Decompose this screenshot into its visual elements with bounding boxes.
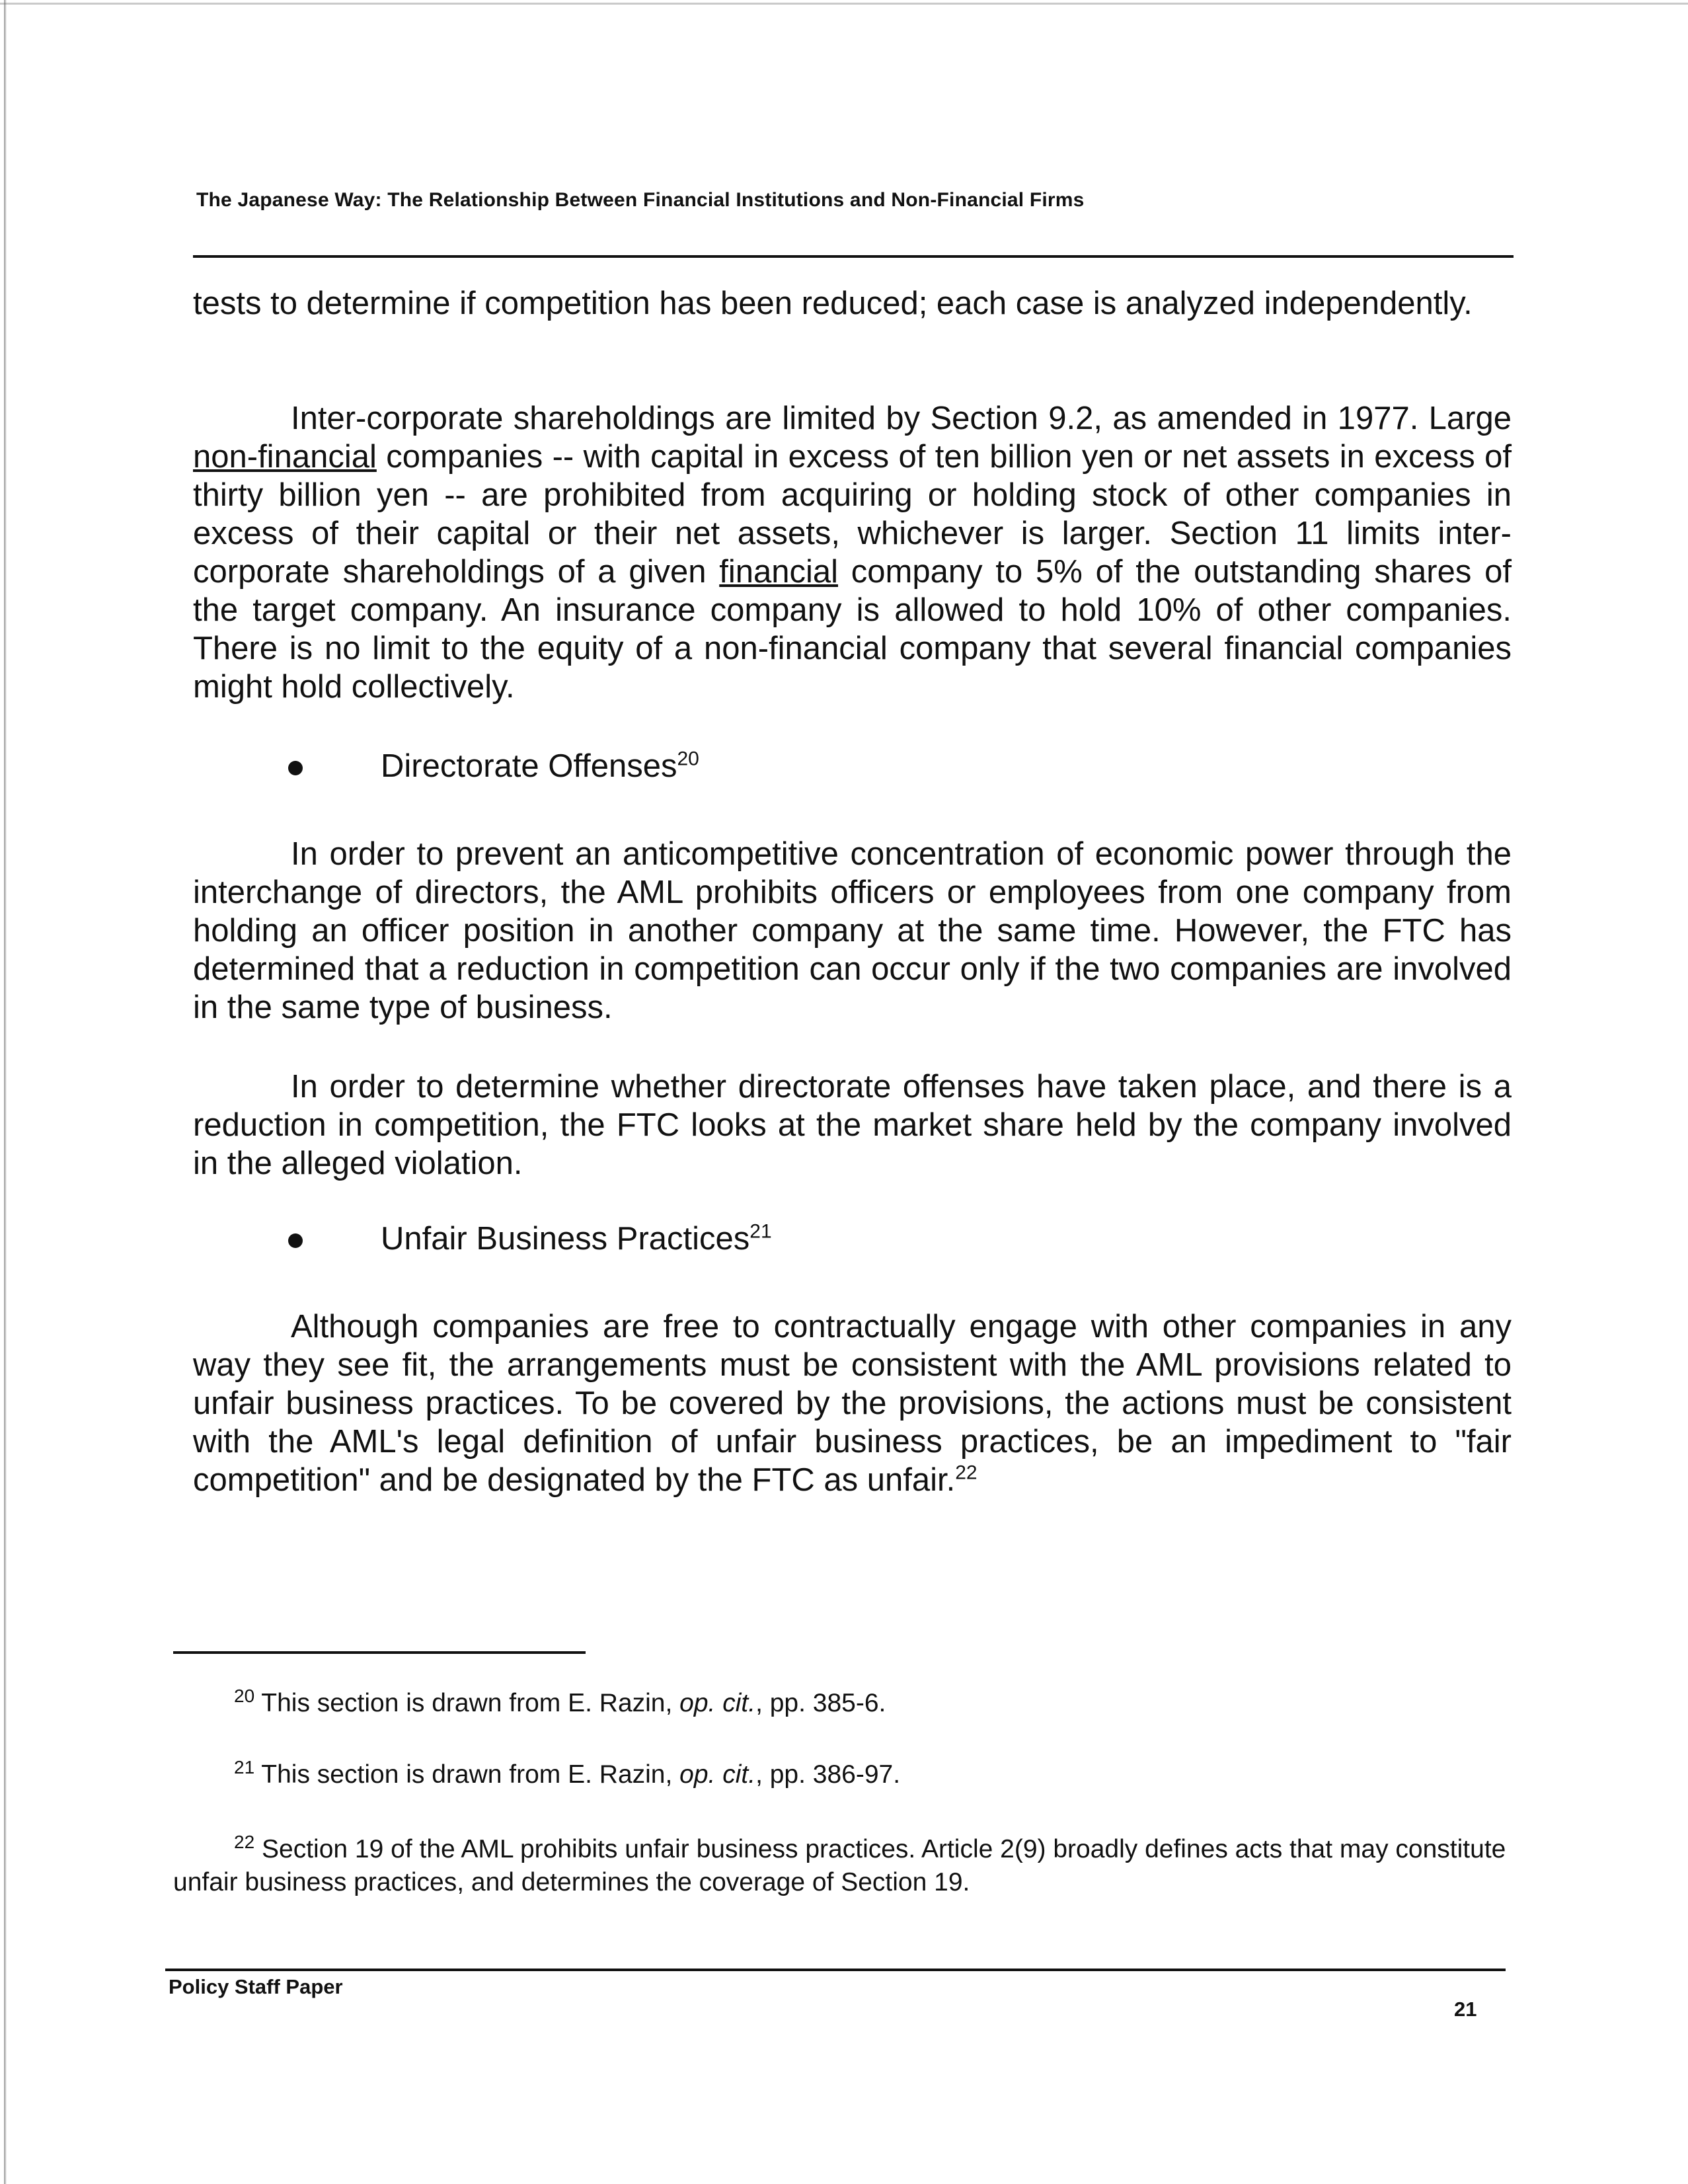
- underlined-term: financial: [719, 554, 839, 590]
- header-rule: [193, 255, 1514, 258]
- footnote-text: , pp. 386-97.: [755, 1760, 901, 1789]
- footnote-separator: [173, 1651, 586, 1654]
- paragraph-shareholdings: [193, 399, 1512, 706]
- bullet-icon: [288, 1233, 303, 1248]
- bullet-heading-directorate: [288, 747, 699, 785]
- footnote-21: [173, 1758, 1512, 1791]
- footnote-ref: 21: [749, 1220, 772, 1243]
- page-number: 21: [1454, 1998, 1477, 2021]
- footnote-text: This section is drawn from E. Razin,: [261, 1689, 680, 1717]
- paragraph-text: Although companies are free to contractually engage with other companies in any way they see fit, the arrangements must be consistent with the AML provisions related to unfair business practices. To be covered by the provisions, the actions must be consistent with the AML's legal definition of unfair business practices, be an impediment to "fair competition" and be designated by the FTC as unfair.: [193, 1309, 1512, 1498]
- footnote-text: Section 19 of the AML prohibits unfair business practices. Article 2(9) broadly defines acts that may constitute unfair business practices, and determines the coverage of Section 19.: [173, 1835, 1506, 1896]
- underlined-term: non-financial: [193, 439, 377, 475]
- scan-edge-top: [0, 3, 1688, 5]
- footnote-22: [173, 1833, 1512, 1899]
- footnote-20: [173, 1687, 1512, 1720]
- paragraph-text: companies -- with capital in excess of ten billion yen or net assets in excess of thirty billion yen -- are prohibited from acquiring or holding stock of other companies in excess of their capital or their net assets, whichever is larger. Section 11 limits inter-corporate shareholdings of a given: [193, 439, 1512, 590]
- footnote-number: 22: [234, 1832, 255, 1852]
- footnote-citation: op. cit.: [679, 1689, 756, 1717]
- paragraph-continuation: tests to determine if competition has been reduced; each case is analyzed independently.: [193, 286, 1473, 321]
- footnote-text: This section is drawn from E. Razin,: [261, 1760, 680, 1789]
- paragraph-unfair-practices: [193, 1307, 1512, 1499]
- footnote-citation: op. cit.: [679, 1760, 756, 1789]
- paragraph-directorate: In order to prevent an anticompetitive concentration of economic power through the interchange of directors, the AML prohibits officers or employees from one company from holding an officer position in another company at the same time. However, the FTC has determined that a reduction in competition can occur only if the two companies are involved in the same type of business.: [193, 836, 1512, 1025]
- running-header: The Japanese Way: The Relationship Between Financial Institutions and Non-Financial Firms: [196, 189, 1085, 211]
- bullet-label: Unfair Business Practices: [381, 1221, 750, 1257]
- footnote-number: 21: [234, 1757, 255, 1777]
- footnote-number: 20: [234, 1686, 255, 1706]
- paragraph-text: Inter-corporate shareholdings are limited by Section 9.2, as amended in 1977. Large: [291, 401, 1512, 436]
- scan-edge: [4, 0, 7, 2184]
- bullet-icon: [288, 761, 303, 775]
- footnote-text: , pp. 385-6.: [755, 1689, 886, 1717]
- footnote-ref: 22: [955, 1462, 978, 1484]
- bullet-heading-unfair-practices: [288, 1220, 772, 1258]
- footnote-ref: 20: [677, 748, 699, 770]
- footer-label: Policy Staff Paper: [169, 1975, 343, 1998]
- paragraph-directorate-offenses: In order to determine whether directorate offenses have taken place, and there is a reduction in competition, the FTC looks at the market share held by the company involved in the alleged violation.: [193, 1069, 1512, 1181]
- bullet-label: Directorate Offenses: [381, 748, 677, 784]
- paragraph-text: company to 5% of the outstanding shares of the target company. An insurance company is allowed to hold 10% of other companies. There is no limit to the equity of a non-financial company that several financial companies might hold collectively.: [193, 554, 1512, 705]
- footer-rule: [165, 1969, 1506, 1971]
